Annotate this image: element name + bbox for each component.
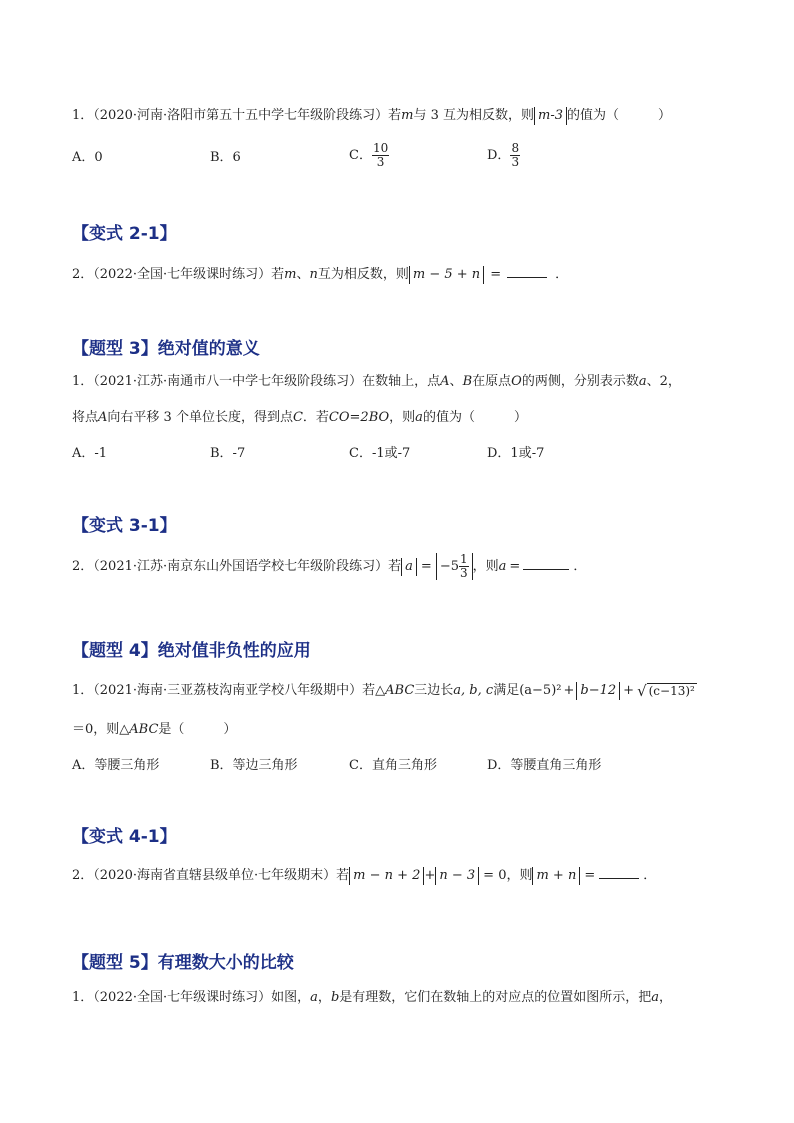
equals-sign: = [509,559,521,574]
variable-a: a [651,990,660,1005]
option-c [349,142,389,169]
question-source: （2020·海南省直辖县级单位·七年级期末） [93,868,337,883]
question-text: 若 [336,868,350,883]
square-root [637,683,697,699]
question-text: ，则 [472,559,499,574]
answer-blank[interactable] [599,866,639,879]
option-d [487,142,520,169]
variable-a: a [638,374,647,389]
question-text: 的两侧，分别表示数 [521,374,639,389]
triangle-name: ABC [129,722,159,737]
variable-n: n [309,267,318,282]
option-a: A．等腰三角形 [72,758,160,773]
question-text: 在数轴上，点 [362,374,441,389]
option-label: C． [349,148,372,163]
fraction [459,553,469,580]
section-heading: 【变式 4-1】 [72,827,177,847]
equals-sign: = [420,559,432,574]
question-text: ，则 [389,410,416,425]
absolute-value-expression [532,867,580,885]
question-text: ＝0，则△ [72,722,130,737]
question-text: 满足 [493,683,520,698]
equals-sign: = [584,868,596,883]
option-d: D．1或-7 [487,446,545,461]
question-text: 的值为（ ） [422,410,527,425]
question-source: （2021·江苏·南京东山外国语学校七年级阶段练习） [93,559,389,574]
absolute-value-mixed-number [436,553,473,580]
question-text: 是有理数，它们在数轴上的对应点的位置如图所示，把 [339,990,652,1005]
question-source: （2020·河南·洛阳市第五十五中学七年级阶段练习） [93,108,389,123]
option-b: B．-7 [210,446,246,461]
question-text: 互为相反数，则 [317,267,409,282]
absolute-value-a [401,558,417,576]
question-text: 的值为（ ） [567,108,672,123]
question-number: 2． [72,267,94,282]
question-text: 与 3 互为相反数，则 [413,108,535,123]
question-text: 、 [449,374,463,389]
fraction [510,142,520,169]
option-label: D． [487,148,511,163]
question-5-line-1 [72,682,697,700]
point-a: A [440,374,450,389]
question-text: ． [643,868,657,883]
question-text: 向右平移 3 个单位长度，得到点 [107,410,293,425]
plus-sign: + [623,683,635,698]
option-b: B．等边三角形 [210,758,298,773]
option-c: C．-1或-7 [349,446,411,461]
question-text: ．若 [302,410,329,425]
question-3-line-2 [72,409,527,427]
question-text: ， [317,990,331,1005]
radical-icon: √ [637,681,647,700]
abs-content: m-3 [538,108,564,123]
section-heading: 【变式 2-1】 [72,224,177,244]
point-b: B [462,374,473,389]
question-source: （2021·江苏·南通市八一中学七年级阶段练习） [93,374,363,389]
numerator: 8 [511,141,520,155]
abs-content: b−12 [580,683,617,698]
question-2 [72,265,568,284]
question-7 [72,989,672,1007]
abs-content: m − 5 + n [412,267,481,282]
question-1 [72,107,671,125]
side-variables: a, b, c [453,683,494,698]
denominator: 3 [460,566,468,580]
question-source: （2021·海南·三亚荔枝沟南亚学校八年级期中） [93,683,363,698]
question-6 [72,866,656,885]
question-text: 在原点 [472,374,512,389]
whole-part: −5 [439,559,459,574]
option-b: B．6 [210,150,241,165]
question-source: （2022·全国·七年级课时练习） [93,990,272,1005]
numerator: 1 [460,552,468,566]
question-3-line-1 [72,373,681,391]
question-text: 是（ ） [158,722,237,737]
question-number: 2． [72,868,94,883]
option-a: A．0 [72,150,103,165]
question-text: ． [555,267,569,282]
abs-content: a [405,559,413,574]
plus-sign: + [424,868,436,883]
equation: CO=2BO [328,410,390,425]
square-expression: (a−5)² [519,683,562,698]
section-heading: 【题型 3】绝对值的意义 [72,339,260,359]
variable-m: m [401,108,414,123]
section-heading: 【变式 3-1】 [72,516,177,536]
triangle-name: ABC [385,683,415,698]
plus-sign: + [563,683,575,698]
variable-m: m [284,267,297,282]
question-text: 如图， [271,990,311,1005]
question-source: （2022·全国·七年级课时练习） [93,267,272,282]
denominator: 3 [376,155,385,169]
point-c: C [292,410,303,425]
question-text: 将点 [72,410,99,425]
answer-blank[interactable] [523,557,569,570]
point-o: O [511,374,522,389]
question-text: 、2， [646,374,681,389]
section-heading: 【题型 4】绝对值非负性的应用 [72,641,311,661]
answer-blank[interactable] [507,265,547,278]
question-number: 1． [72,108,94,123]
section-heading: 【题型 5】有理数大小的比较 [72,953,294,973]
option-c: C．直角三角形 [349,758,437,773]
radicand: (c−13)² [648,683,695,698]
absolute-value-expression [409,266,484,284]
question-number: 1． [72,374,94,389]
question-text: 若△ [362,683,386,698]
question-text: = 0，则 [483,868,533,883]
question-text: 若 [388,108,402,123]
variable-a: a [498,559,507,574]
denominator: 3 [511,155,520,169]
question-text: 若 [388,559,402,574]
variable-a: a [310,990,318,1005]
question-text: ， [659,990,673,1005]
question-4 [72,553,586,580]
option-d: D．等腰直角三角形 [487,758,602,773]
abs-content: n − 3 [439,868,476,883]
abs-content: m + n [536,868,577,883]
question-number: 2． [72,559,94,574]
absolute-value-expression [534,107,567,125]
question-number: 1． [72,990,94,1005]
option-a: A．-1 [72,446,108,461]
variable-a: a [415,410,423,425]
question-text: 、 [296,267,310,282]
absolute-value-expression [349,867,424,885]
absolute-value-expression [576,682,620,700]
absolute-value-expression [435,867,479,885]
fraction [372,142,389,169]
question-5-line-2 [72,721,236,739]
question-text: 三边长 [414,683,454,698]
point-a: A [98,410,108,425]
variable-b: b [330,990,340,1005]
numerator: 10 [372,141,389,155]
question-text: 若 [271,267,285,282]
question-text: ． [573,559,587,574]
equals-sign: = [490,267,502,282]
abs-content: m − n + 2 [353,868,421,883]
question-number: 1． [72,683,94,698]
